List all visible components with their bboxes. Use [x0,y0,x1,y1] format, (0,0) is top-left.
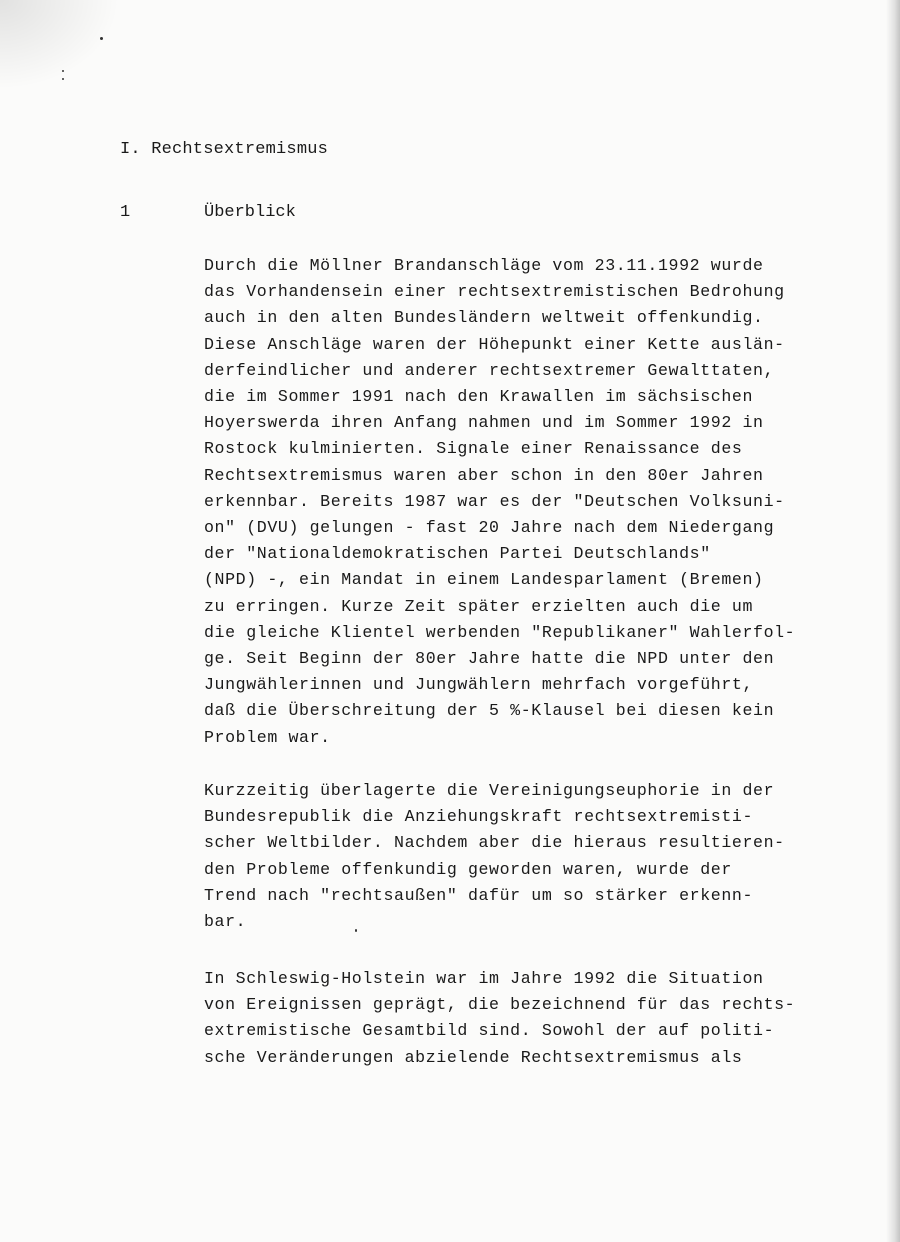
text-line: Trend nach "rechtsaußen" dafür um so stärker erkenn- [204,885,754,905]
scan-speck [100,37,103,40]
text-line: der "Nationaldemokratischen Partei Deutschlands" [204,544,711,564]
text-line: Rostock kulminierten. Signale einer Renaissance des [204,439,743,459]
text-line: Problem war. [204,727,331,747]
text-line: das Vorhandensein einer rechtsextremistischen Bedrohung [204,282,785,302]
text-line: on" (DVU) gelungen - fast 20 Jahre nach dem Niedergang [204,518,775,538]
section-title: Überblick [204,203,296,222]
text-line: Hoyerswerda ihren Anfang nahmen und im Sommer 1992 in [204,413,764,433]
scan-speck [62,78,64,80]
paragraph-schleswig-holstein [204,966,824,1071]
text-line: Diese Anschläge waren der Höhepunkt einer Kette auslän- [204,334,785,354]
text-line: Kurzzeitig überlagerte die Vereinigungseuphorie in der [204,781,775,800]
text-line: von Ereignissen geprägt, die bezeichnend für das rechts- [204,995,796,1015]
text-line: extremistische Gesamtbild sind. Sowohl der auf politi- [204,1021,775,1041]
scan-speck [62,70,64,72]
text-line: ge. Seit Beginn der 80er Jahre hatte die NPD unter den [204,649,775,669]
text-line: die im Sommer 1991 nach den Krawallen im sächsischen [204,387,754,407]
text-line: die gleiche Klientel werbenden "Republikaner" Wahlerfol- [204,622,796,642]
text-line: auch in den alten Bundesländern weltweit offenkundig. [204,308,764,328]
chapter-title: I. Rechtsextremismus [120,140,329,159]
text-line: sche Veränderungen abzielende Rechtsextremismus als [204,1047,743,1067]
text-line: scher Weltbilder. Nachdem aber die hieraus resultieren- [204,833,785,853]
text-line: (NPD) -, ein Mandat in einem Landesparlament (Bremen) [204,570,764,590]
text-line: derfeindlicher und anderer rechtsextremer Gewalttaten, [204,360,775,380]
section-number: 1 [120,203,131,222]
text-line: zu erringen. Kurze Zeit später erzielten auch die um [204,596,754,616]
text-line: den Probleme offenkundig geworden waren, wurde der [204,859,732,879]
text-line: In Schleswig-Holstein war im Jahre 1992 die Situation [204,969,764,988]
text-line: Bundesrepublik die Anziehungskraft rechtsextremisti- [204,807,754,827]
text-line: erkennbar. Bereits 1987 war es der "Deutschen Volksuni- [204,491,785,511]
text-line: daß die Überschreitung der 5 %-Klausel bei diesen kein [204,701,775,721]
text-line: Durch die Möllner Brandanschläge vom 23.11.1992 wurde [204,256,764,275]
text-line: bar. [204,912,247,932]
paragraph-overview [204,253,824,751]
text-line: Rechtsextremismus waren aber schon in den 80er Jahren [204,465,764,485]
text-line: Jungwählerinnen und Jungwählern mehrfach vorgeführt, [204,675,754,695]
paragraph-reunification [204,778,824,935]
